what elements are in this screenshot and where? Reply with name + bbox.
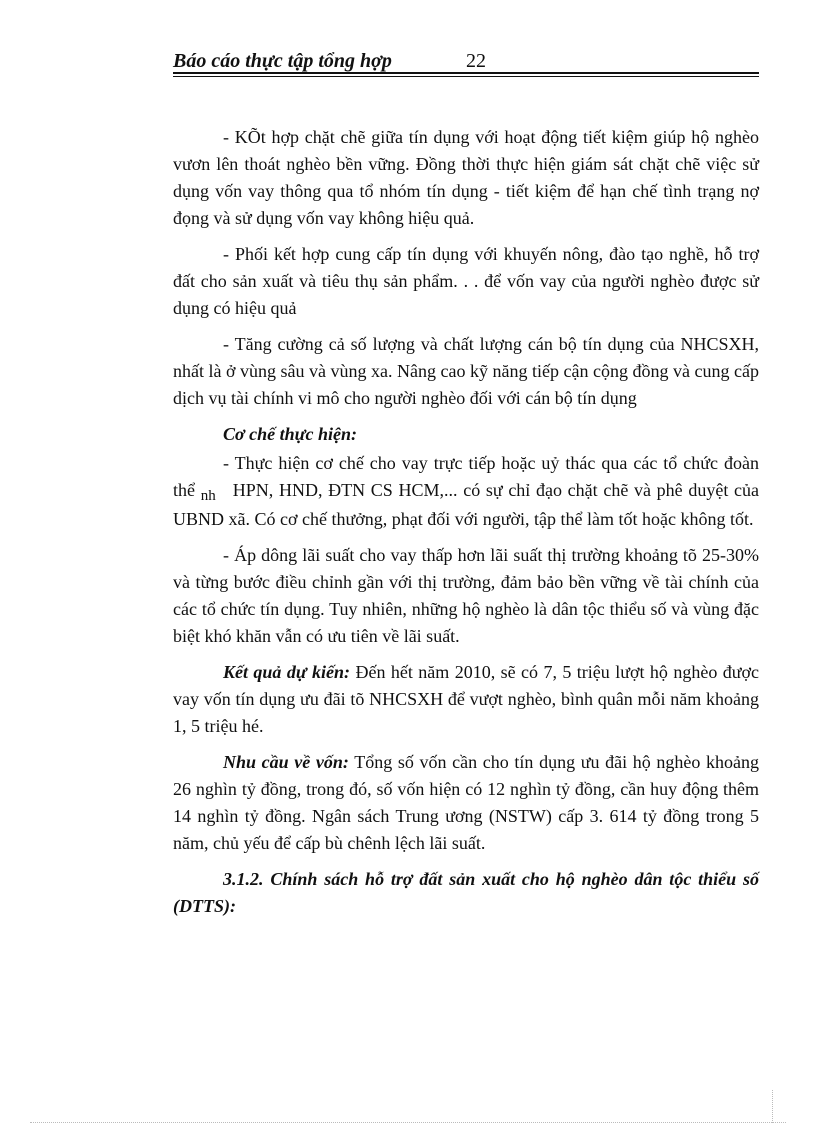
header-rule-thick [173, 72, 759, 74]
page-header [173, 48, 759, 78]
paragraph-lending-sub: nh [200, 488, 216, 504]
paragraph-lending-text-1: - Thực hiện cơ chế cho vay trực tiếp hoặc uỷ thác qua các tổ chức đoàn thể [173, 453, 759, 500]
paragraph-staff: - Tăng cường cả số lượng và chất lượng cán bộ tín dụng của NHCSXH, nhất là ở vùng sâu và vùng xa. Nâng cao kỹ năng tiếp cận cộng đồng và cung cấp dịch vụ tài chính vi mô cho người nghèo đối với cán bộ tín dụng [173, 334, 759, 408]
paragraph-expected-results [173, 659, 759, 740]
document-body [173, 124, 759, 920]
paragraph-lending-mechanism [173, 450, 759, 533]
paragraph-capital-needs [173, 749, 759, 857]
page-number: 22 [466, 50, 486, 72]
paragraph-lending-text-2: HPN, HND, ĐTN CS HCM,... có sự chỉ đạo chặt chẽ và phê duyệt của UBND xã. Có cơ chế thưởng, phạt đối với người, tập thể làm tốt hoặc không tốt. [173, 480, 759, 529]
page-corner-mark [772, 1090, 774, 1123]
header-rule-thin [173, 76, 759, 77]
paragraph-coordination: - Phối kết hợp cung cấp tín dụng với khuyến nông, đào tạo nghề, hỗ trợ đất cho sản xuất và tiêu thụ sản phẩm. . . để vốn vay của người nghèo được sử dụng có hiệu quả [173, 244, 759, 318]
paragraph-credit-savings: - KÕt hợp chặt chẽ giữa tín dụng với hoạt động tiết kiệm giúp hộ nghèo vươn lên thoát nghèo bền vững. Đồng thời thực hiện giám sát chặt chẽ việc sử dụng vốn vay thông qua tổ nhóm tín dụng - tiết kiệm để hạn chế tình trạng nợ đọng và sử dụng vốn vay không hiệu quả. [173, 127, 759, 228]
capital-needs-label: Nhu cầu về vốn: [223, 752, 349, 772]
paragraph-interest-rate: - Áp dông lãi suất cho vay thấp hơn lãi suất thị trường khoảng tõ 25-30% và từng bước điều chỉnh gần với thị trường, đảm bảo bền vững về tài chính của các tổ chức tín dụng. Tuy nhiên, những hộ nghèo là dân tộc thiểu số và vùng đặc biệt khó khăn vẫn có ưu tiên về lãi suất. [173, 545, 759, 646]
report-title: Báo cáo thực tập tổng hợp [173, 50, 392, 72]
capital-needs-text: Tổng số vốn cần cho tín dụng ưu đãi hộ nghèo khoảng 26 nghìn tỷ đồng, trong đó, số vốn hiện có 12 nghìn tỷ đồng, cần huy động thêm 14 nghìn tỷ đồng. Ngân sách Trung ương (NSTW) cấp 3. 614 tỷ đồng trong 5 năm, chủ yếu để cấp bù chênh lệch lãi suất. [173, 752, 759, 853]
expected-results-text: Đến hết năm 2010, sẽ có 7, 5 triệu lượt hộ nghèo được vay vốn tín dụng ưu đãi tõ NHCSXH để vượt nghèo, bình quân mỗi năm khoảng 1, 5 triệu hé. [173, 662, 760, 736]
expected-results-label: Kết quả dự kiến: [223, 662, 351, 682]
mechanism-heading: Cơ chế thực hiện: [223, 424, 357, 444]
section-title-3-1-2: 3.1.2. Chính sách hỗ trợ đất sản xuất cho hộ nghèo dân tộc thiểu số (DTTS): [173, 869, 759, 916]
